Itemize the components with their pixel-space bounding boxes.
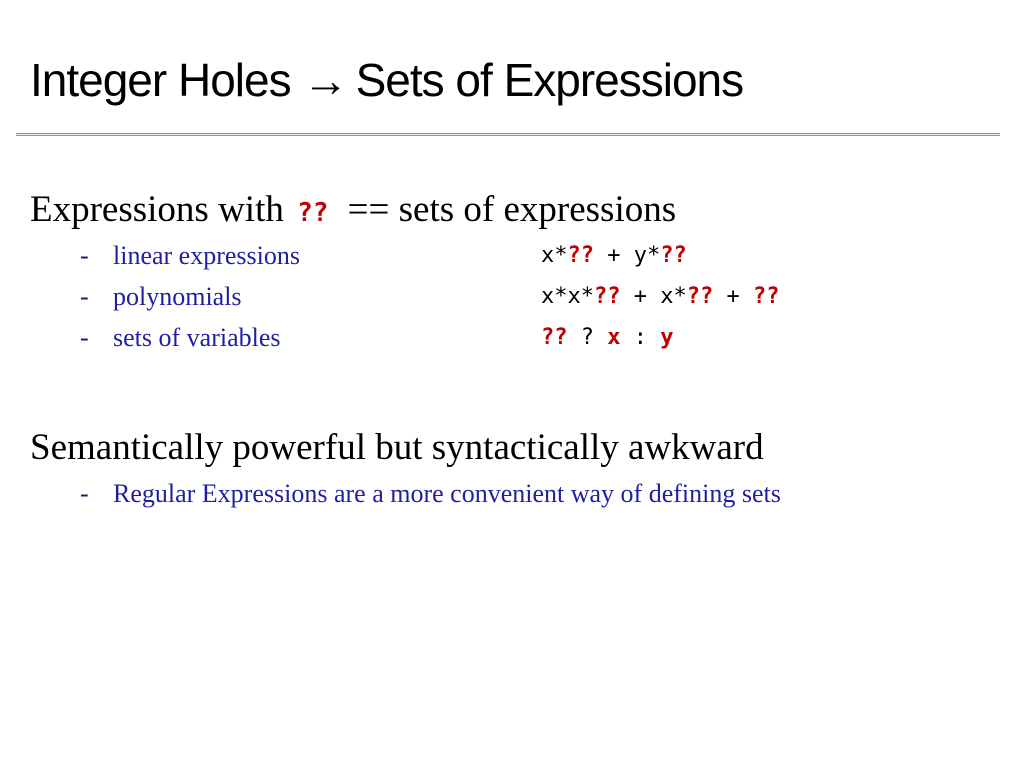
bullet-linear-expressions	[80, 240, 300, 272]
heading-lead: Expressions with	[30, 189, 284, 230]
code-example-variables	[541, 322, 674, 354]
bullet-regular-expressions	[80, 478, 781, 510]
slide-title	[30, 50, 743, 110]
code-token: x*x*	[541, 284, 594, 309]
code-example-polynomial	[541, 281, 779, 313]
code-token: ?	[567, 325, 608, 350]
arrow-right-icon: →	[302, 54, 348, 106]
bullet-dash: -	[80, 282, 89, 311]
code-token: + x*	[620, 284, 687, 309]
bullet-label: linear expressions	[113, 241, 301, 270]
section-heading-expressions	[30, 188, 676, 235]
bullet-polynomials	[80, 281, 242, 313]
bullet-label: polynomials	[113, 282, 242, 311]
code-token: + y*	[594, 243, 661, 268]
code-hole: ??	[567, 243, 594, 268]
title-divider	[16, 133, 1000, 136]
code-hole: ??	[686, 284, 714, 309]
code-hole: ??	[593, 284, 621, 309]
section-heading-semantics: Semantically powerful but syntactically awkward	[30, 427, 764, 468]
code-variable: y	[660, 325, 674, 350]
bullet-dash: -	[80, 241, 89, 270]
code-token: x*	[541, 243, 568, 268]
code-hole: ??	[752, 284, 780, 309]
hole-symbol: ??	[297, 198, 329, 228]
bullet-dash: -	[80, 479, 89, 508]
code-token: :	[620, 325, 661, 350]
bullet-label: sets of variables	[113, 323, 281, 352]
title-right: Sets of Expressions	[355, 54, 744, 106]
code-token: +	[713, 284, 753, 309]
bullet-sets-of-variables	[80, 322, 281, 354]
title-left: Integer Holes	[30, 54, 291, 106]
heading-tail: == sets of expressions	[347, 189, 677, 230]
bullet-dash: -	[80, 323, 89, 352]
bullet-label: Regular Expressions are a more convenient way of defining sets	[113, 479, 781, 508]
code-example-linear	[541, 240, 687, 272]
code-hole: ??	[541, 325, 568, 350]
code-hole: ??	[660, 243, 687, 268]
code-variable: x	[607, 325, 621, 350]
